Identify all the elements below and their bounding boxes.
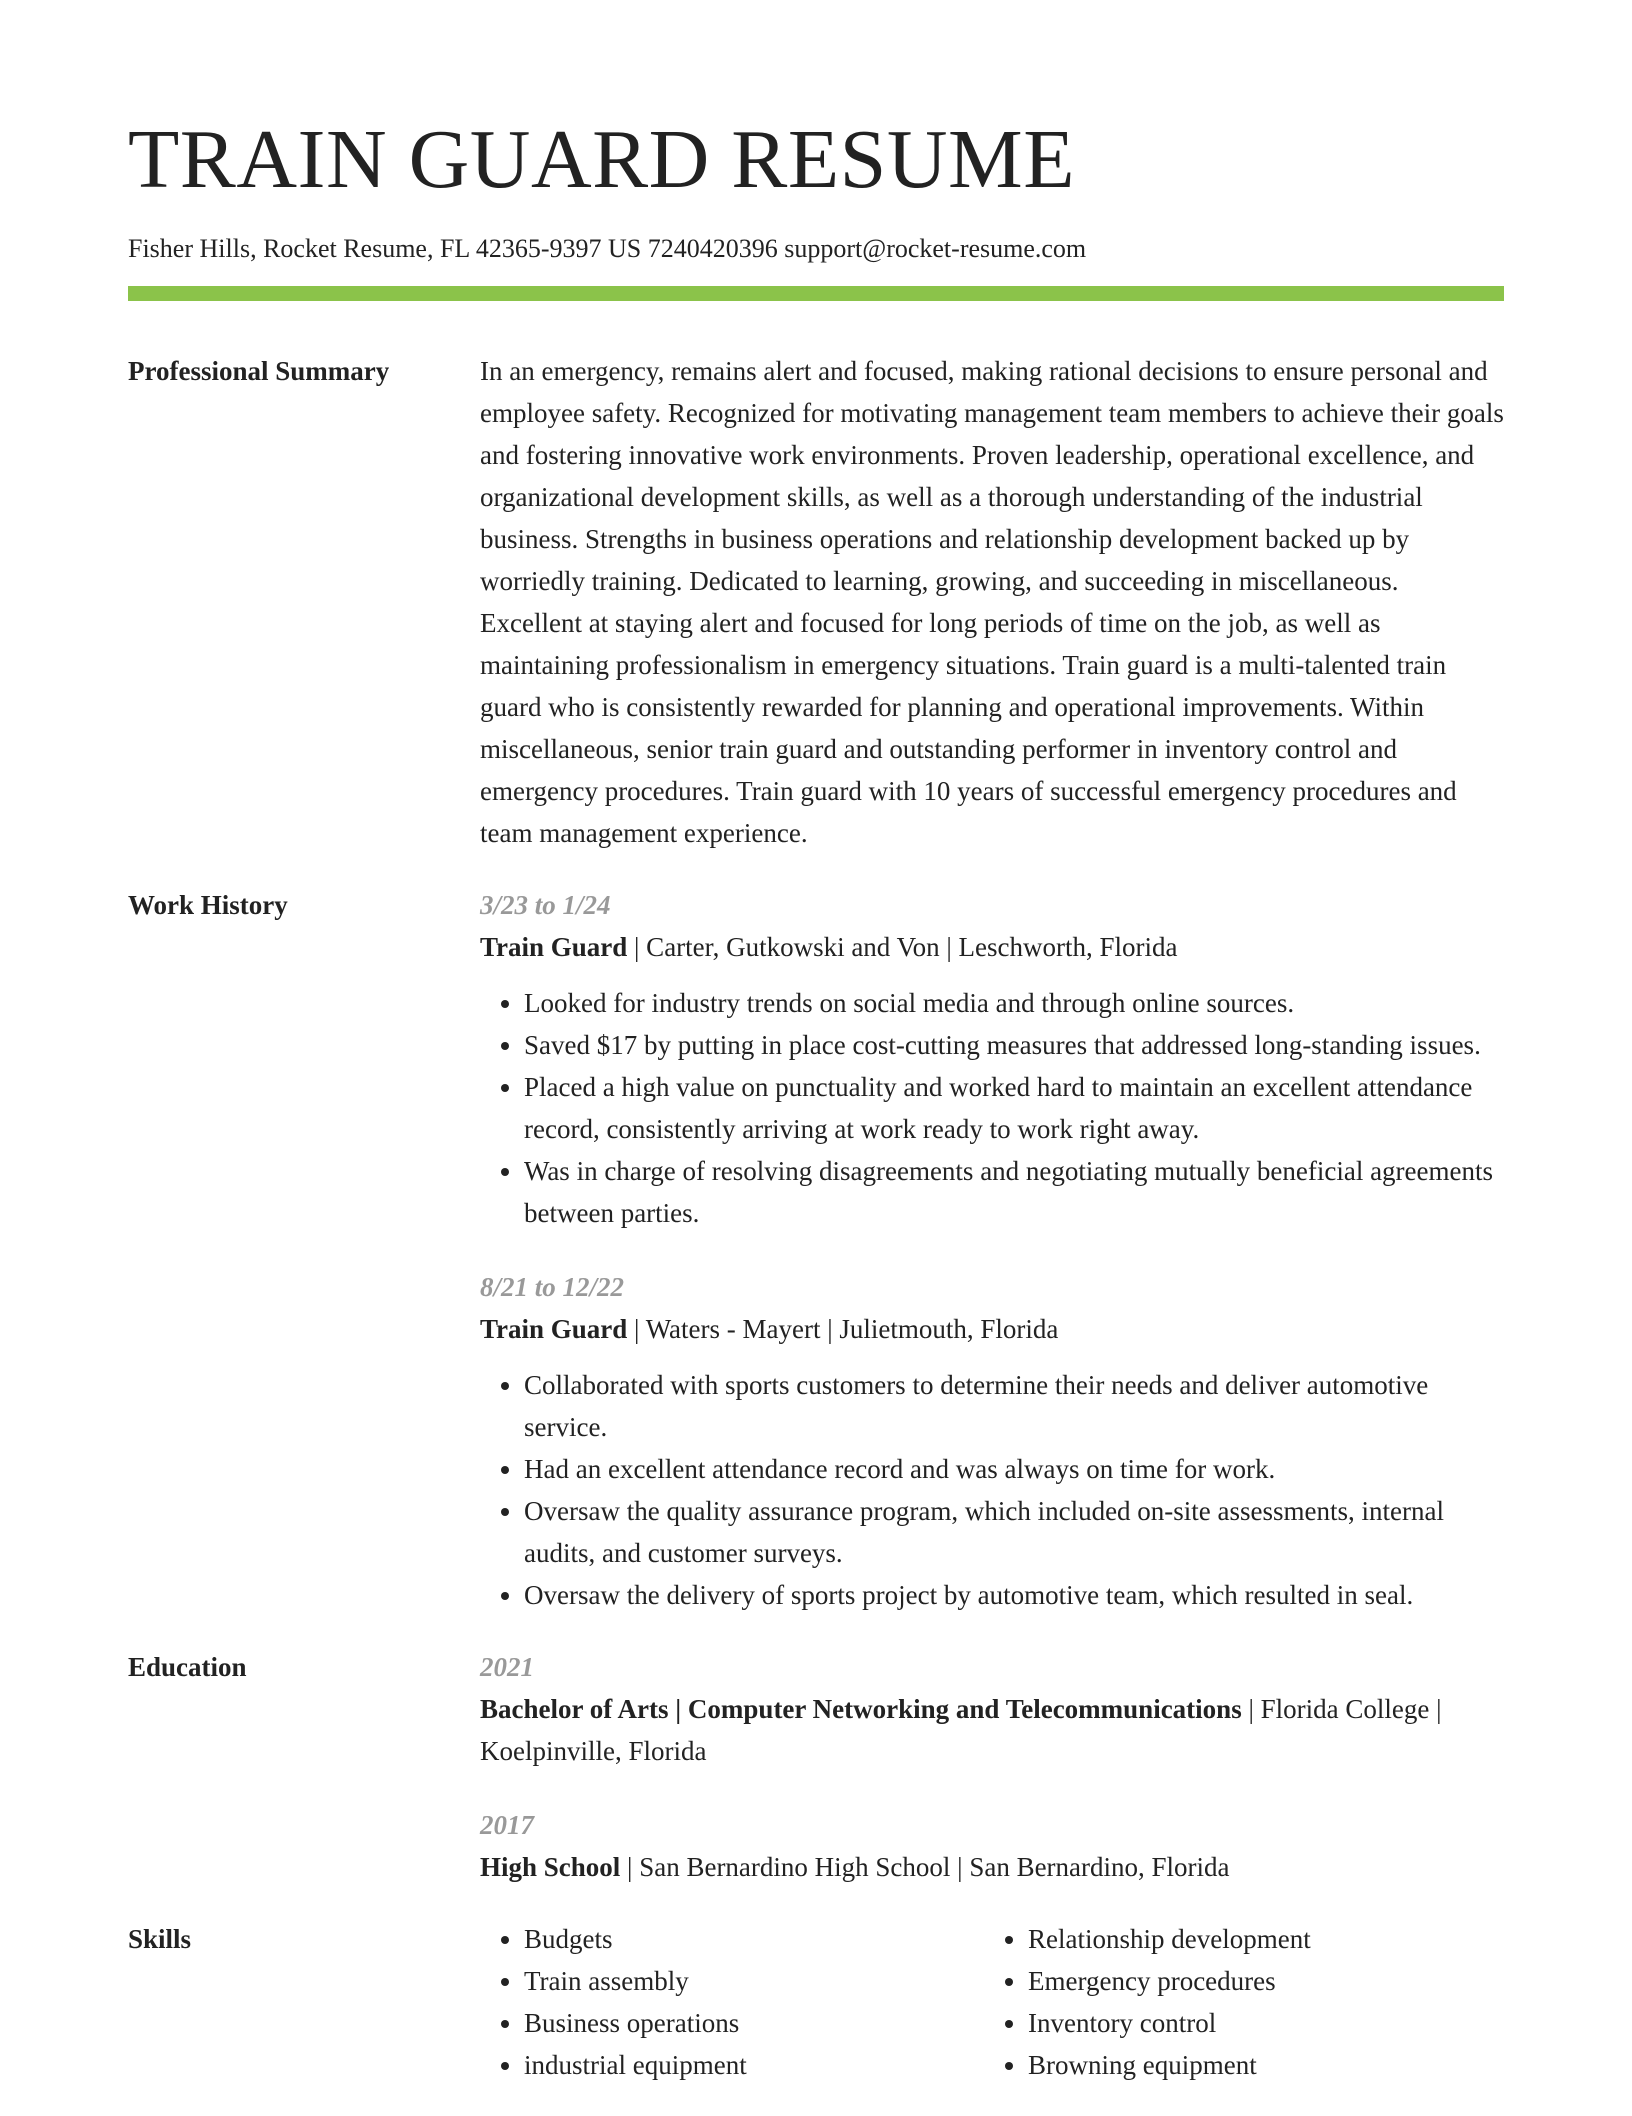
education-details: | Florida College | Koelpinville, Florida: [480, 1694, 1442, 1766]
job-entry: [480, 1266, 1504, 1616]
job-bullet: • Was in charge of resolving disagreements and negotiating mutually beneficial agreements between parties.: [524, 1150, 1504, 1234]
education-year: 2017: [480, 1810, 534, 1840]
section-label-summary: Professional Summary: [128, 356, 390, 386]
skills-list-right: [984, 1918, 1488, 2086]
skills-list-left: [480, 1918, 984, 2086]
job-bullet: • Saved $17 by putting in place cost-cutting measures that addressed long-standing issues.: [524, 1024, 1504, 1066]
education-entry: [480, 1646, 1504, 1772]
job-bullet: • Oversaw the delivery of sports project by automotive team, which resulted in seal.: [524, 1574, 1504, 1616]
education-heading: [480, 1688, 1504, 1772]
job-bullet: • Oversaw the quality assurance program, which included on-site assessments, internal audits, and customer surveys.: [524, 1490, 1504, 1574]
job-details: | Carter, Gutkowski and Von | Leschworth, Florida: [627, 932, 1178, 962]
skills-body: [480, 1918, 1504, 2086]
job-bullets: [480, 1364, 1504, 1616]
skills-section: [128, 1918, 1504, 2086]
skill-item: • Budgets: [524, 1918, 984, 1960]
job-bullet: • Collaborated with sports customers to determine their needs and deliver automotive service.: [524, 1364, 1504, 1448]
section-label-education: Education: [128, 1652, 247, 1682]
job-bullet: • Looked for industry trends on social media and through online sources.: [524, 982, 1504, 1024]
job-heading: [480, 1308, 1504, 1350]
header-divider: [128, 286, 1504, 301]
job-dates: 3/23 to 1/24: [480, 890, 611, 920]
skill-item: • Inventory control: [1028, 2002, 1488, 2044]
education-section: [128, 1646, 1504, 1888]
job-bullet: • Had an excellent attendance record and was always on time for work.: [524, 1448, 1504, 1490]
job-title: Train Guard: [480, 932, 628, 962]
job-bullets: [480, 982, 1504, 1234]
education-degree: Bachelor of Arts | Computer Networking and Telecommunications: [480, 1694, 1242, 1724]
education-details: | San Bernardino High School | San Bernardino, Florida: [620, 1852, 1230, 1882]
contact-phone: 7240420396: [647, 234, 778, 263]
skill-item: • Train assembly: [524, 1960, 984, 2002]
contact-line: [128, 233, 1086, 265]
work-body: [480, 884, 1504, 1616]
skill-item: • Emergency procedures: [1028, 1960, 1488, 2002]
section-label-work: Work History: [128, 890, 288, 920]
job-title: Train Guard: [480, 1314, 628, 1344]
job-entry: [480, 884, 1504, 1234]
work-section: [128, 884, 1504, 1616]
job-heading: [480, 926, 1504, 968]
skill-item: • Business operations: [524, 2002, 984, 2044]
education-body: [480, 1646, 1504, 1888]
section-label-skills: Skills: [128, 1924, 192, 1954]
contact-email: support@rocket-resume.com: [784, 234, 1087, 263]
skill-item: • Browning equipment: [1028, 2044, 1488, 2086]
education-heading: [480, 1846, 1504, 1888]
job-bullet: • Placed a high value on punctuality and worked hard to maintain an excellent attendance record, consistently arriving at work ready to work right away.: [524, 1066, 1504, 1150]
job-details: | Waters - Mayert | Julietmouth, Florida: [627, 1314, 1059, 1344]
contact-address: Fisher Hills, Rocket Resume, FL 42365-9397 US: [128, 234, 642, 263]
education-year: 2021: [480, 1652, 534, 1682]
resume-content: [128, 350, 1504, 2116]
resume-title: TRAIN GUARD RESUME: [128, 113, 1076, 206]
skill-item: • Relationship development: [1028, 1918, 1488, 1960]
summary-section: [128, 350, 1504, 854]
skill-item: • industrial equipment: [524, 2044, 984, 2086]
education-entry: [480, 1804, 1504, 1888]
summary-body: [480, 350, 1504, 854]
job-dates: 8/21 to 12/22: [480, 1272, 625, 1302]
summary-text: In an emergency, remains alert and focused, making rational decisions to ensure personal and employee safety. Recognized for motivating management team members to achieve their goals and fostering innovative work environments. Proven leadership, operational excellence, and organizational development skills, as well as a thorough understanding of the industrial business. Strengths in business operations and relationship development backed up by worriedly training. Dedicated to learning, growing, and succeeding in miscellaneous. Excellent at staying alert and focused for long periods of time on the job, as well as maintaining professionalism in emergency situations. Train guard is a multi-talented train guard who is consistently rewarded for planning and operational improvements. Within miscellaneous, senior train guard and outstanding performer in inventory control and emergency procedures. Train guard with 10 years of successful emergency procedures and team management experience.: [480, 356, 1504, 848]
education-degree: High School: [480, 1852, 621, 1882]
